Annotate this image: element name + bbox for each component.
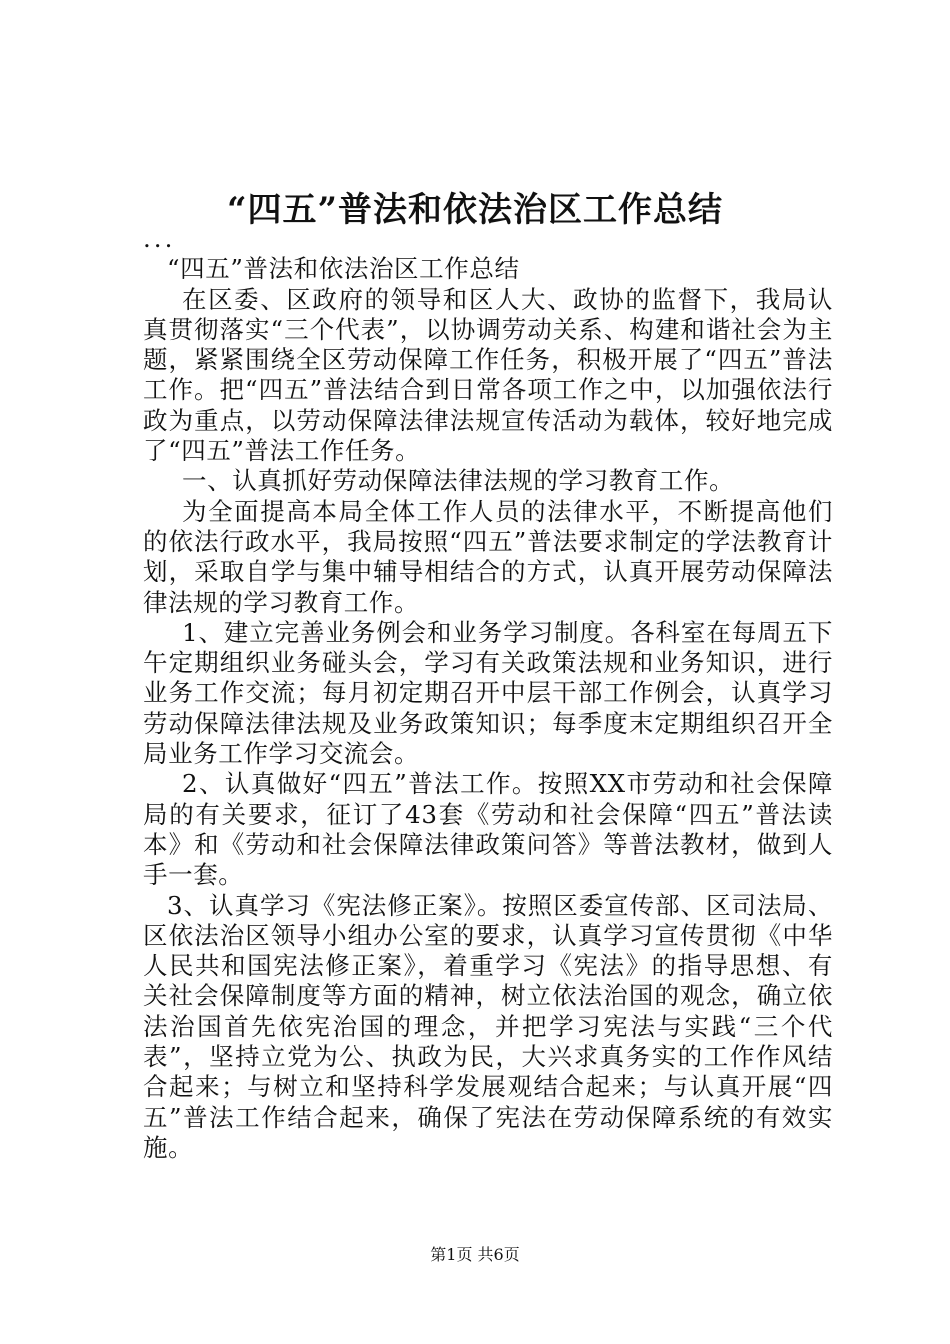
ellipsis-line: ... — [143, 224, 176, 253]
section-heading-1: 一、认真抓好劳动保障法律法规的学习教育工作。 — [182, 466, 735, 496]
paragraph-intro: 在区委、区政府的领导和区人大、政协的监督下，我局认真贯彻落实“三个代表”，以协调劳动关系、构建和谐社会为主题，紧紧围绕全区劳动保障工作任务，积极开展了“四五”普法工作。把“四五”普法结合到日常各项工作之中，以加强依法行政为重点，以劳动保障法律法规宣传活动为载体，较好地完成了“四五”普法工作任务。 — [143, 284, 833, 466]
paragraph-item-1: 1、建立完善业务例会和业务学习制度。各科室在每周五下午定期组织业务碰头会，学习有关政策法规和业务知识，进行业务工作交流；每月初定期召开中层干部工作例会，认真学习劳动保障法律法规及业务政策知识；每季度末定期组织召开全局业务工作学习交流会。 — [143, 617, 833, 769]
document-title: “四五”普法和依法治区工作总结 — [226, 190, 724, 230]
paragraph-item-2: 2、认真做好“四五”普法工作。按照XX市劳动和社会保障局的有关要求，征订了43套《劳动和社会保障“四五”普法读本》和《劳动和社会保障法律政策问答》等普法教材，做到人手一套。 — [143, 769, 833, 890]
paragraph-item-3: 3、认真学习《宪法修正案》。按照区委宣传部、区司法局、区依法治区领导小组办公室的要求，认真学习宣传贯彻《中华人民共和国宪法修正案》，着重学习《宪法》的指导思想、有关社会保障制度等方面的精神，树立依法治国的观念，确立依法治国首先依宪治国的理念，并把学习宪法与实践“三个代表”，坚持立党为公、执政为民，大兴求真务实的工作作风结合起来；与树立和坚持科学发展观结合起来；与认真开展“四五”普法工作结合起来，确保了宪法在劳动保障系统的有效实施。 — [143, 890, 833, 1162]
document-subtitle: “四五”普法和依法治区工作总结 — [167, 254, 520, 284]
page-footer: 第1页 共6页 — [430, 1245, 520, 1264]
document-body — [143, 224, 833, 1163]
paragraph-section-1: 为全面提高本局全体工作人员的法律水平，不断提高他们的依法行政水平，我局按照“四五”普法要求制定的学法教育计划，采取自学与集中辅导相结合的方式，认真开展劳动保障法律法规的学习教育工作。 — [143, 496, 833, 617]
